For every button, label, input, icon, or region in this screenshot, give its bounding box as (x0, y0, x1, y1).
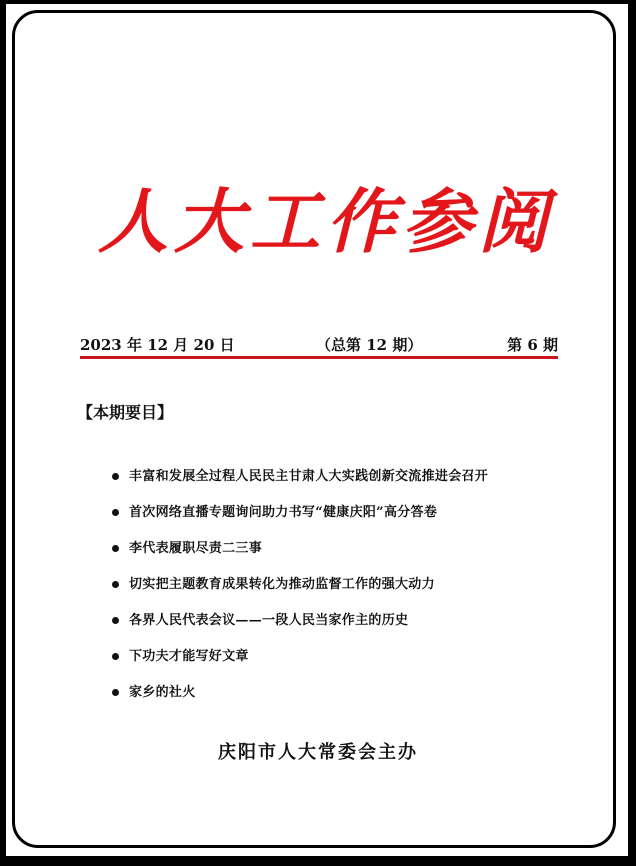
bullet-icon (112, 509, 119, 516)
masthead-title-text: 人大工作参阅 (98, 180, 554, 263)
toc-item (112, 466, 572, 502)
toc-item-text: 李代表履职尽责二三事 (129, 541, 263, 556)
toc-item (112, 574, 572, 610)
toc-heading: 【本期要目】 (77, 403, 174, 422)
issue-date: 2023 年 12 月 20 日 (80, 336, 235, 354)
bullet-icon (112, 689, 119, 696)
toc-item-text: 丰富和发展全过程人民民主甘肃人大实践创新交流推进会召开 (129, 469, 489, 484)
sponsor-line: 庆阳市人大常委会主办 (218, 742, 418, 763)
red-divider-rule (80, 356, 558, 359)
toc-item-text: 首次网络直播专题询问助力书写“健康庆阳”高分答卷 (129, 505, 438, 520)
issue-info-line (80, 334, 558, 356)
toc-item (112, 502, 572, 538)
toc-item (112, 646, 572, 682)
bullet-icon (112, 617, 119, 624)
toc-item-text: 各界人民代表会议——一段人民当家作主的历史 (129, 613, 409, 628)
toc-item-text: 切实把主题教育成果转化为推动监督工作的强大动力 (129, 577, 435, 592)
bullet-icon (112, 545, 119, 552)
toc-item (112, 682, 572, 718)
toc-item (112, 610, 572, 646)
bullet-icon (112, 581, 119, 588)
toc-item-text: 家乡的社火 (129, 685, 196, 700)
toc-item-text: 下功夫才能写好文章 (129, 649, 249, 664)
bullet-icon (112, 653, 119, 660)
masthead-title (86, 172, 566, 272)
bullet-icon (112, 473, 119, 480)
table-of-contents (112, 466, 572, 718)
issue-total-number: （总第 12 期） (316, 336, 423, 354)
page-border (12, 10, 616, 848)
toc-item (112, 538, 572, 574)
issue-number: 第 6 期 (507, 336, 558, 354)
